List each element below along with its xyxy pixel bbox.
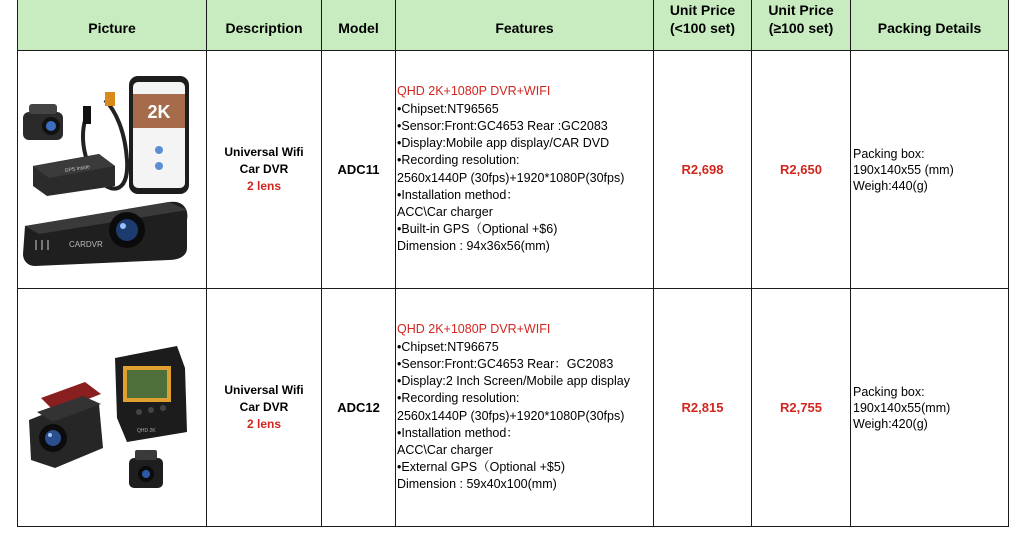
gps-badge-label: GPS Inside bbox=[64, 163, 91, 174]
packing-line: Packing box: bbox=[853, 384, 925, 399]
features-title: QHD 2K+1080P DVR+WIFI bbox=[397, 322, 551, 337]
header-row bbox=[18, 0, 1009, 51]
features-title: QHD 2K+1080P DVR+WIFI bbox=[397, 84, 551, 99]
product-picture bbox=[19, 308, 205, 508]
feature-line: •Installation method： bbox=[397, 187, 519, 202]
feature-line: •Recording resolution: bbox=[397, 153, 520, 168]
description-line2: Car DVR bbox=[239, 400, 289, 414]
header-unit-price-low-line1: Unit Price bbox=[669, 1, 736, 18]
header-unit-price-high-line1: Unit Price bbox=[768, 1, 834, 18]
feature-line: •Display:2 Inch Screen/Mobile app display bbox=[397, 374, 630, 389]
dashcam-adc11-illustration bbox=[19, 70, 205, 270]
phone-screen-label: 2K bbox=[147, 101, 171, 122]
packing-line: 190x140x55 (mm) bbox=[853, 162, 954, 177]
description-cell bbox=[207, 289, 322, 527]
feature-line: Dimension : 59x40x100(mm) bbox=[397, 477, 557, 492]
feature-line: •Display:Mobile app display/CAR DVD bbox=[397, 136, 610, 151]
description-line2: Car DVR bbox=[239, 162, 289, 176]
feature-line: •External GPS（Optional +$5) bbox=[397, 460, 565, 475]
table-row bbox=[18, 289, 1009, 527]
price-high-cell: R2,755 bbox=[752, 289, 851, 527]
header-model: Model bbox=[322, 0, 396, 51]
header-unit-price-low-line2: (<100 set) bbox=[670, 19, 735, 36]
header-packing-details: Packing Details bbox=[851, 0, 1009, 51]
header-features: Features bbox=[396, 0, 654, 51]
feature-line: •Built-in GPS（Optional +$6) bbox=[397, 222, 558, 237]
packing-line: 190x140x55(mm) bbox=[853, 400, 951, 415]
price-low-cell: R2,815 bbox=[654, 289, 752, 527]
description-lens: 2 lens bbox=[246, 417, 282, 431]
description-lens: 2 lens bbox=[246, 179, 282, 193]
price-low-cell: R2,698 bbox=[654, 51, 752, 289]
product-table bbox=[17, 0, 1009, 527]
dashcam-adc12-illustration bbox=[19, 308, 205, 508]
product-picture-cell bbox=[18, 289, 207, 527]
product-picture bbox=[19, 70, 205, 270]
feature-line: •Sensor:Front:GC4653 Rear :GC2083 bbox=[397, 118, 608, 133]
packing-cell bbox=[851, 289, 1009, 527]
feature-line: 2560x1440P (30fps)+1920*1080P(30fps) bbox=[397, 408, 625, 423]
model-cell: ADC11 bbox=[322, 51, 396, 289]
feature-line: •Chipset:NT96565 bbox=[397, 101, 499, 116]
model-cell: ADC12 bbox=[322, 289, 396, 527]
description-line1: Universal Wifi bbox=[224, 383, 304, 397]
qhd-badge-label: QHD 2K bbox=[137, 427, 156, 434]
header-picture: Picture bbox=[18, 0, 207, 51]
table-row bbox=[18, 51, 1009, 289]
packing-cell bbox=[851, 51, 1009, 289]
feature-line: •Chipset:NT96675 bbox=[397, 339, 499, 354]
packing-line: Weigh:440(g) bbox=[853, 178, 928, 193]
features-cell bbox=[396, 289, 654, 527]
brand-label: CARDVR bbox=[69, 239, 103, 249]
product-picture-cell bbox=[18, 51, 207, 289]
feature-line: ACC\Car charger bbox=[397, 204, 493, 219]
description-cell bbox=[207, 51, 322, 289]
header-unit-price-high-line2: (≥100 set) bbox=[768, 19, 834, 36]
feature-line: •Installation method： bbox=[397, 425, 519, 440]
packing-line: Weigh:420(g) bbox=[853, 416, 928, 431]
price-high-cell: R2,650 bbox=[752, 51, 851, 289]
description-line1: Universal Wifi bbox=[224, 145, 304, 159]
header-unit-price-high bbox=[752, 0, 851, 51]
feature-line: •Sensor:Front:GC4653 Rear：GC2083 bbox=[397, 356, 614, 371]
feature-line: ACC\Car charger bbox=[397, 442, 493, 457]
packing-line: Packing box: bbox=[853, 146, 925, 161]
feature-line: •Recording resolution: bbox=[397, 391, 520, 406]
feature-line: 2560x1440P (30fps)+1920*1080P(30fps) bbox=[397, 170, 625, 185]
header-description: Description bbox=[207, 0, 322, 51]
features-cell bbox=[396, 51, 654, 289]
header-unit-price-low bbox=[654, 0, 752, 51]
feature-line: Dimension : 94x36x56(mm) bbox=[397, 239, 550, 254]
